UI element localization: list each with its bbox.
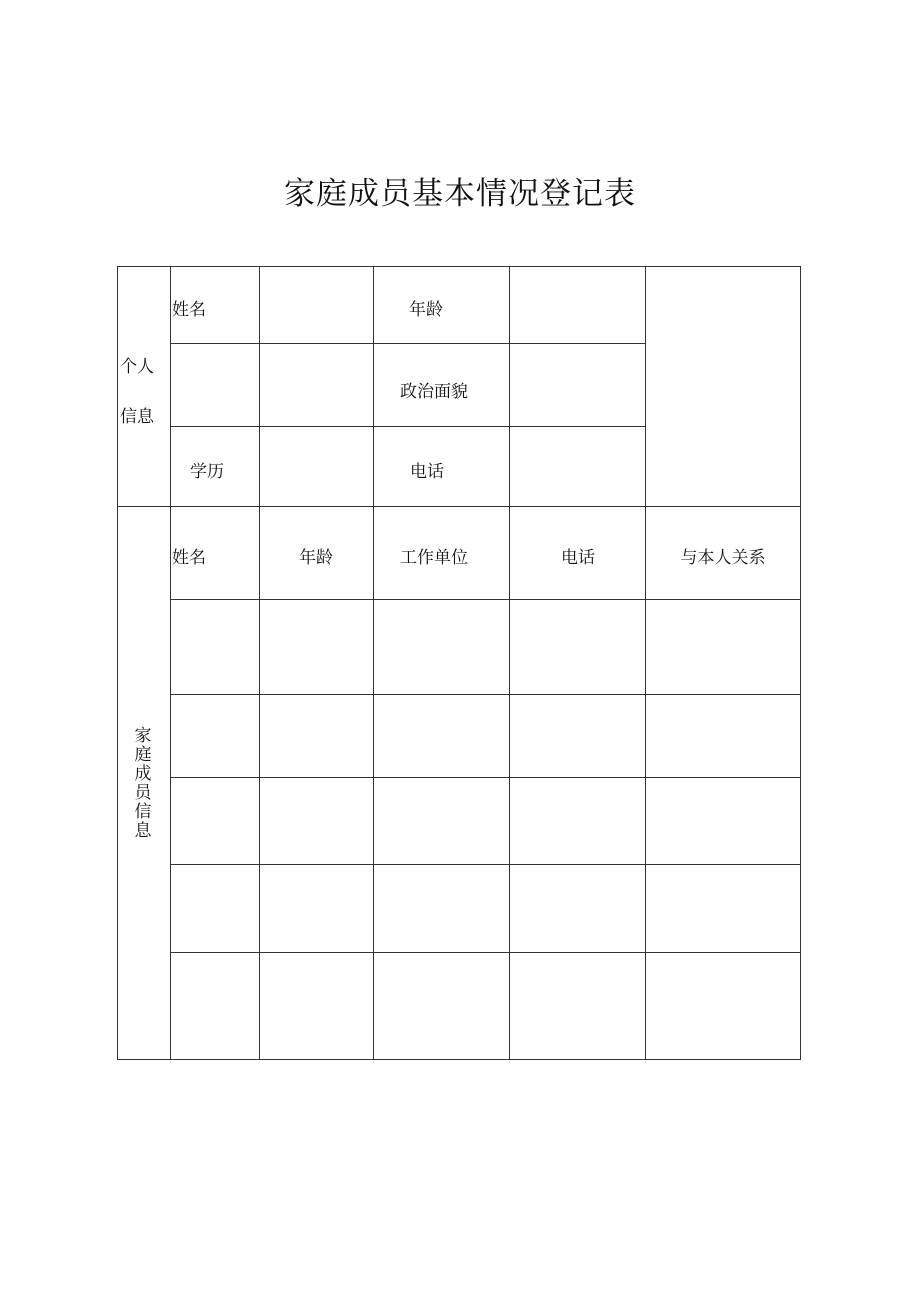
family-header-employer: 工作单位 <box>400 548 468 568</box>
personal-name-label: 姓名 <box>172 300 206 320</box>
family-row-4[interactable] <box>171 865 800 952</box>
family-row-2[interactable] <box>171 695 800 777</box>
personal-education-label: 学历 <box>190 462 224 482</box>
family-row-3[interactable] <box>171 778 800 864</box>
family-header-age: 年龄 <box>299 548 333 568</box>
family-row-1[interactable] <box>171 600 800 694</box>
personal-extra-field[interactable] <box>260 344 373 426</box>
personal-section-label-line1: 个人 <box>120 357 154 377</box>
personal-age-field[interactable] <box>510 267 645 343</box>
personal-age-label: 年龄 <box>409 300 443 320</box>
family-section-label: 家庭成员信息 <box>134 726 152 841</box>
personal-phone-label: 电话 <box>410 462 444 482</box>
personal-political-label: 政治面貌 <box>400 382 468 402</box>
personal-name-field[interactable] <box>260 267 373 343</box>
family-header-phone: 电话 <box>561 548 595 568</box>
photo-area[interactable] <box>646 267 800 506</box>
page-title: 家庭成员基本情况登记表 <box>284 176 636 212</box>
personal-phone-field[interactable] <box>510 427 645 506</box>
personal-political-field[interactable] <box>510 344 645 426</box>
family-header-relation: 与本人关系 <box>680 548 766 568</box>
personal-extra-label-field[interactable] <box>171 344 259 426</box>
personal-section-label-line2: 信息 <box>120 407 154 427</box>
family-header-name: 姓名 <box>172 548 206 568</box>
family-row-5[interactable] <box>171 953 800 1059</box>
personal-education-field[interactable] <box>260 427 373 506</box>
